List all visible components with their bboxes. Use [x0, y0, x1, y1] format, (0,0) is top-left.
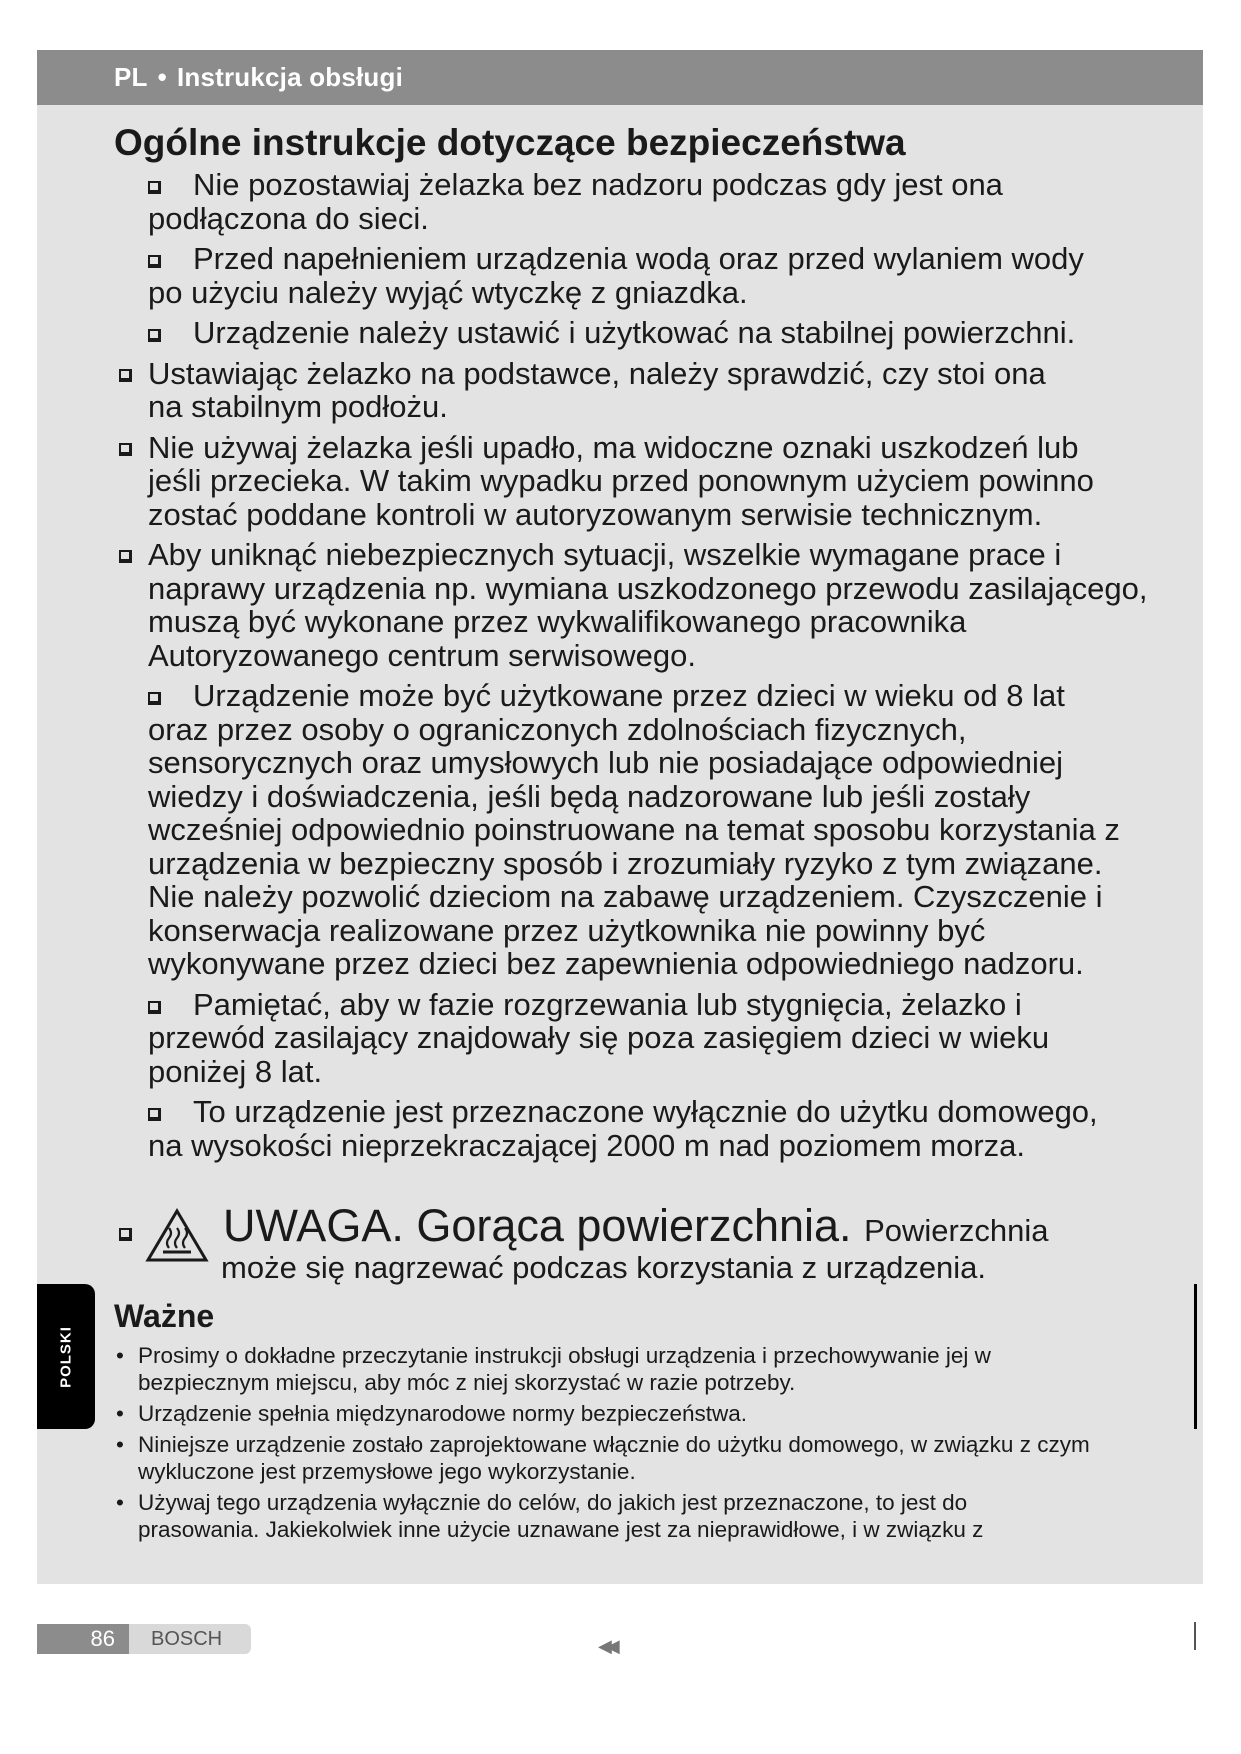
safety-item-text: Ustawiając żelazko na podstawce, należy sprawdzić, czy stoi ona [148, 355, 1046, 391]
safety-item-text: Urządzenie należy ustawić i użytkować na stabilnej powierzchni. [193, 315, 1076, 350]
hot-surface-warning-icon [145, 1208, 209, 1264]
checkbox-bullet-icon [148, 255, 161, 268]
brand-label: BOSCH [129, 1624, 251, 1654]
safety-item-text: Pamiętać, aby w fazie rozgrzewania lub stygnięcia, żelazko i [193, 986, 1022, 1022]
bullet-icon: • [116, 1432, 124, 1457]
checkbox-bullet-icon [119, 1228, 132, 1241]
safety-item-text: na wysokości nieprzekraczającej 2000 m nad poziomem morza. [148, 1127, 1026, 1163]
footer-edge-marker [1194, 1622, 1196, 1650]
list-item [114, 1342, 1094, 1396]
safety-item-text: To urządzenie jest przeznaczone wyłącznie do użytku domowego, [193, 1094, 1098, 1129]
safety-list [0, 168, 1241, 1169]
checkbox-bullet-icon [148, 1001, 161, 1014]
list-item-text: Używaj tego urządzenia wyłącznie do celów, do jakich jest przeznaczone, to jest do prasowania. Jakiekolwiek inne użycie uznawane jest za nieprawidłowe, i w związku z [138, 1490, 984, 1542]
right-edge-marker [1194, 1284, 1197, 1429]
checkbox-bullet-icon [148, 181, 161, 194]
safety-item-text: Aby uniknąć niebezpiecznych sytuacji, wszelkie wymagane prace i [148, 537, 1062, 572]
previous-page-icon[interactable]: ◀◀ [598, 1636, 614, 1656]
safety-item [0, 316, 1148, 350]
safety-item [0, 168, 1148, 235]
safety-item-text: oraz przez osoby o ograniczonych zdolnościach fizycznych, sensorycznych oraz umysłowych lub nie posiadające odpowiedniej wiedzy i doświadczenia, jeśli będą nadzorowane lub jeśli zostały wcześniej odpowiednio poinstruowane na temat sposobu korzystania z urządzenia w bezpieczny sposób i zrozumiały ryzyko z tym związane. Nie należy pozwolić dzieciom na zabawę urządzeniem. Czyszczenie i konserwacja realizowane przez użytkownika nie powinny być wykonywane przez dzieci bez zapewnienia odpowiedniego nadzoru. [148, 711, 1120, 981]
safety-item-text: Nie pozostawiaj żelazka bez nadzoru podczas gdy jest ona [193, 167, 1003, 202]
header-title: Instrukcja obsługi [176, 62, 404, 92]
header-separator: • [157, 62, 167, 92]
checkbox-bullet-icon [148, 692, 161, 705]
section-title: Ogólne instrukcje dotyczące bezpieczeństwa [114, 122, 906, 163]
language-side-tab-label: POLSKI [57, 1325, 75, 1388]
list-item-text: Urządzenie spełnia międzynarodowe normy bezpieczeństwa. [138, 1401, 748, 1426]
bullet-icon: • [116, 1401, 124, 1426]
safety-item [0, 242, 1148, 309]
safety-item-text: po użyciu należy wyjąć wtyczkę z gniazdka. [148, 274, 748, 310]
checkbox-bullet-icon [119, 443, 132, 456]
safety-item [0, 431, 1148, 532]
header-lang: PL [114, 62, 148, 92]
checkbox-bullet-icon [119, 550, 132, 563]
safety-item [0, 1095, 1148, 1162]
important-heading: Ważne [114, 1298, 215, 1334]
safety-item-text: Nie używaj żelazka jeśli upadło, ma widoczne oznaki uszkodzeń lub [148, 429, 1079, 465]
list-item [114, 1431, 1094, 1485]
hot-surface-warning [119, 1200, 1119, 1290]
safety-item [0, 988, 1148, 1089]
safety-item-text: jeśli przecieka. W takim wypadku przed ponownym użyciem powinno zostać poddane kontroli w autoryzowanym serwisie technicznym. [148, 463, 1094, 532]
important-list [114, 1342, 1094, 1547]
bullet-icon: • [116, 1490, 124, 1515]
safety-item-text: naprawy urządzenia np. wymiana uszkodzonego przewodu zasilającego, muszą być wykonane przez wykwalifikowanego pracownika Autoryzowanego centrum serwisowego. [148, 570, 1148, 673]
safety-item [0, 357, 1148, 424]
safety-item-text: podłączona do sieci. [148, 200, 429, 236]
checkbox-bullet-icon [148, 329, 161, 342]
header [114, 62, 403, 93]
safety-item-text: Przed napełnieniem urządzenia wodą oraz przed wylaniem wody [193, 241, 1084, 276]
checkbox-bullet-icon [119, 369, 132, 382]
safety-item-text: Urządzenie może być użytkowane przez dzieci w wieku od 8 lat [193, 678, 1065, 713]
warning-tail: Powierzchnia [864, 1213, 1049, 1248]
list-item-text: Prosimy o dokładne przeczytanie instrukcji obsługi urządzenia i przechowywanie jej w bezpiecznym miejscu, aby móc z niej skorzystać w razie potrzeby. [138, 1343, 991, 1395]
list-item [114, 1400, 1094, 1427]
safety-item [0, 538, 1148, 672]
list-item [114, 1489, 1094, 1543]
checkbox-bullet-icon [148, 1108, 161, 1121]
safety-item-text: przewód zasilający znajdowały się poza zasięgiem dzieci w wieku poniżej 8 lat. [148, 1020, 1050, 1089]
safety-item-text: na stabilnym podłożu. [148, 389, 448, 424]
language-side-tab [37, 1284, 95, 1429]
warning-title: UWAGA. Gorąca powierzchnia. [223, 1200, 852, 1251]
bullet-icon: • [116, 1343, 124, 1368]
list-item-text: Niniejsze urządzenie zostało zaprojektowane włącznie do użytku domowego, w związku z czym wykluczone jest przemysłowe jego wykorzystanie. [138, 1432, 1090, 1484]
warning-line2: może się nagrzewać podczas korzystania z urządzenia. [221, 1250, 987, 1285]
warning-text [223, 1200, 1048, 1252]
page-number: 86 [37, 1624, 129, 1654]
safety-item [0, 679, 1148, 981]
